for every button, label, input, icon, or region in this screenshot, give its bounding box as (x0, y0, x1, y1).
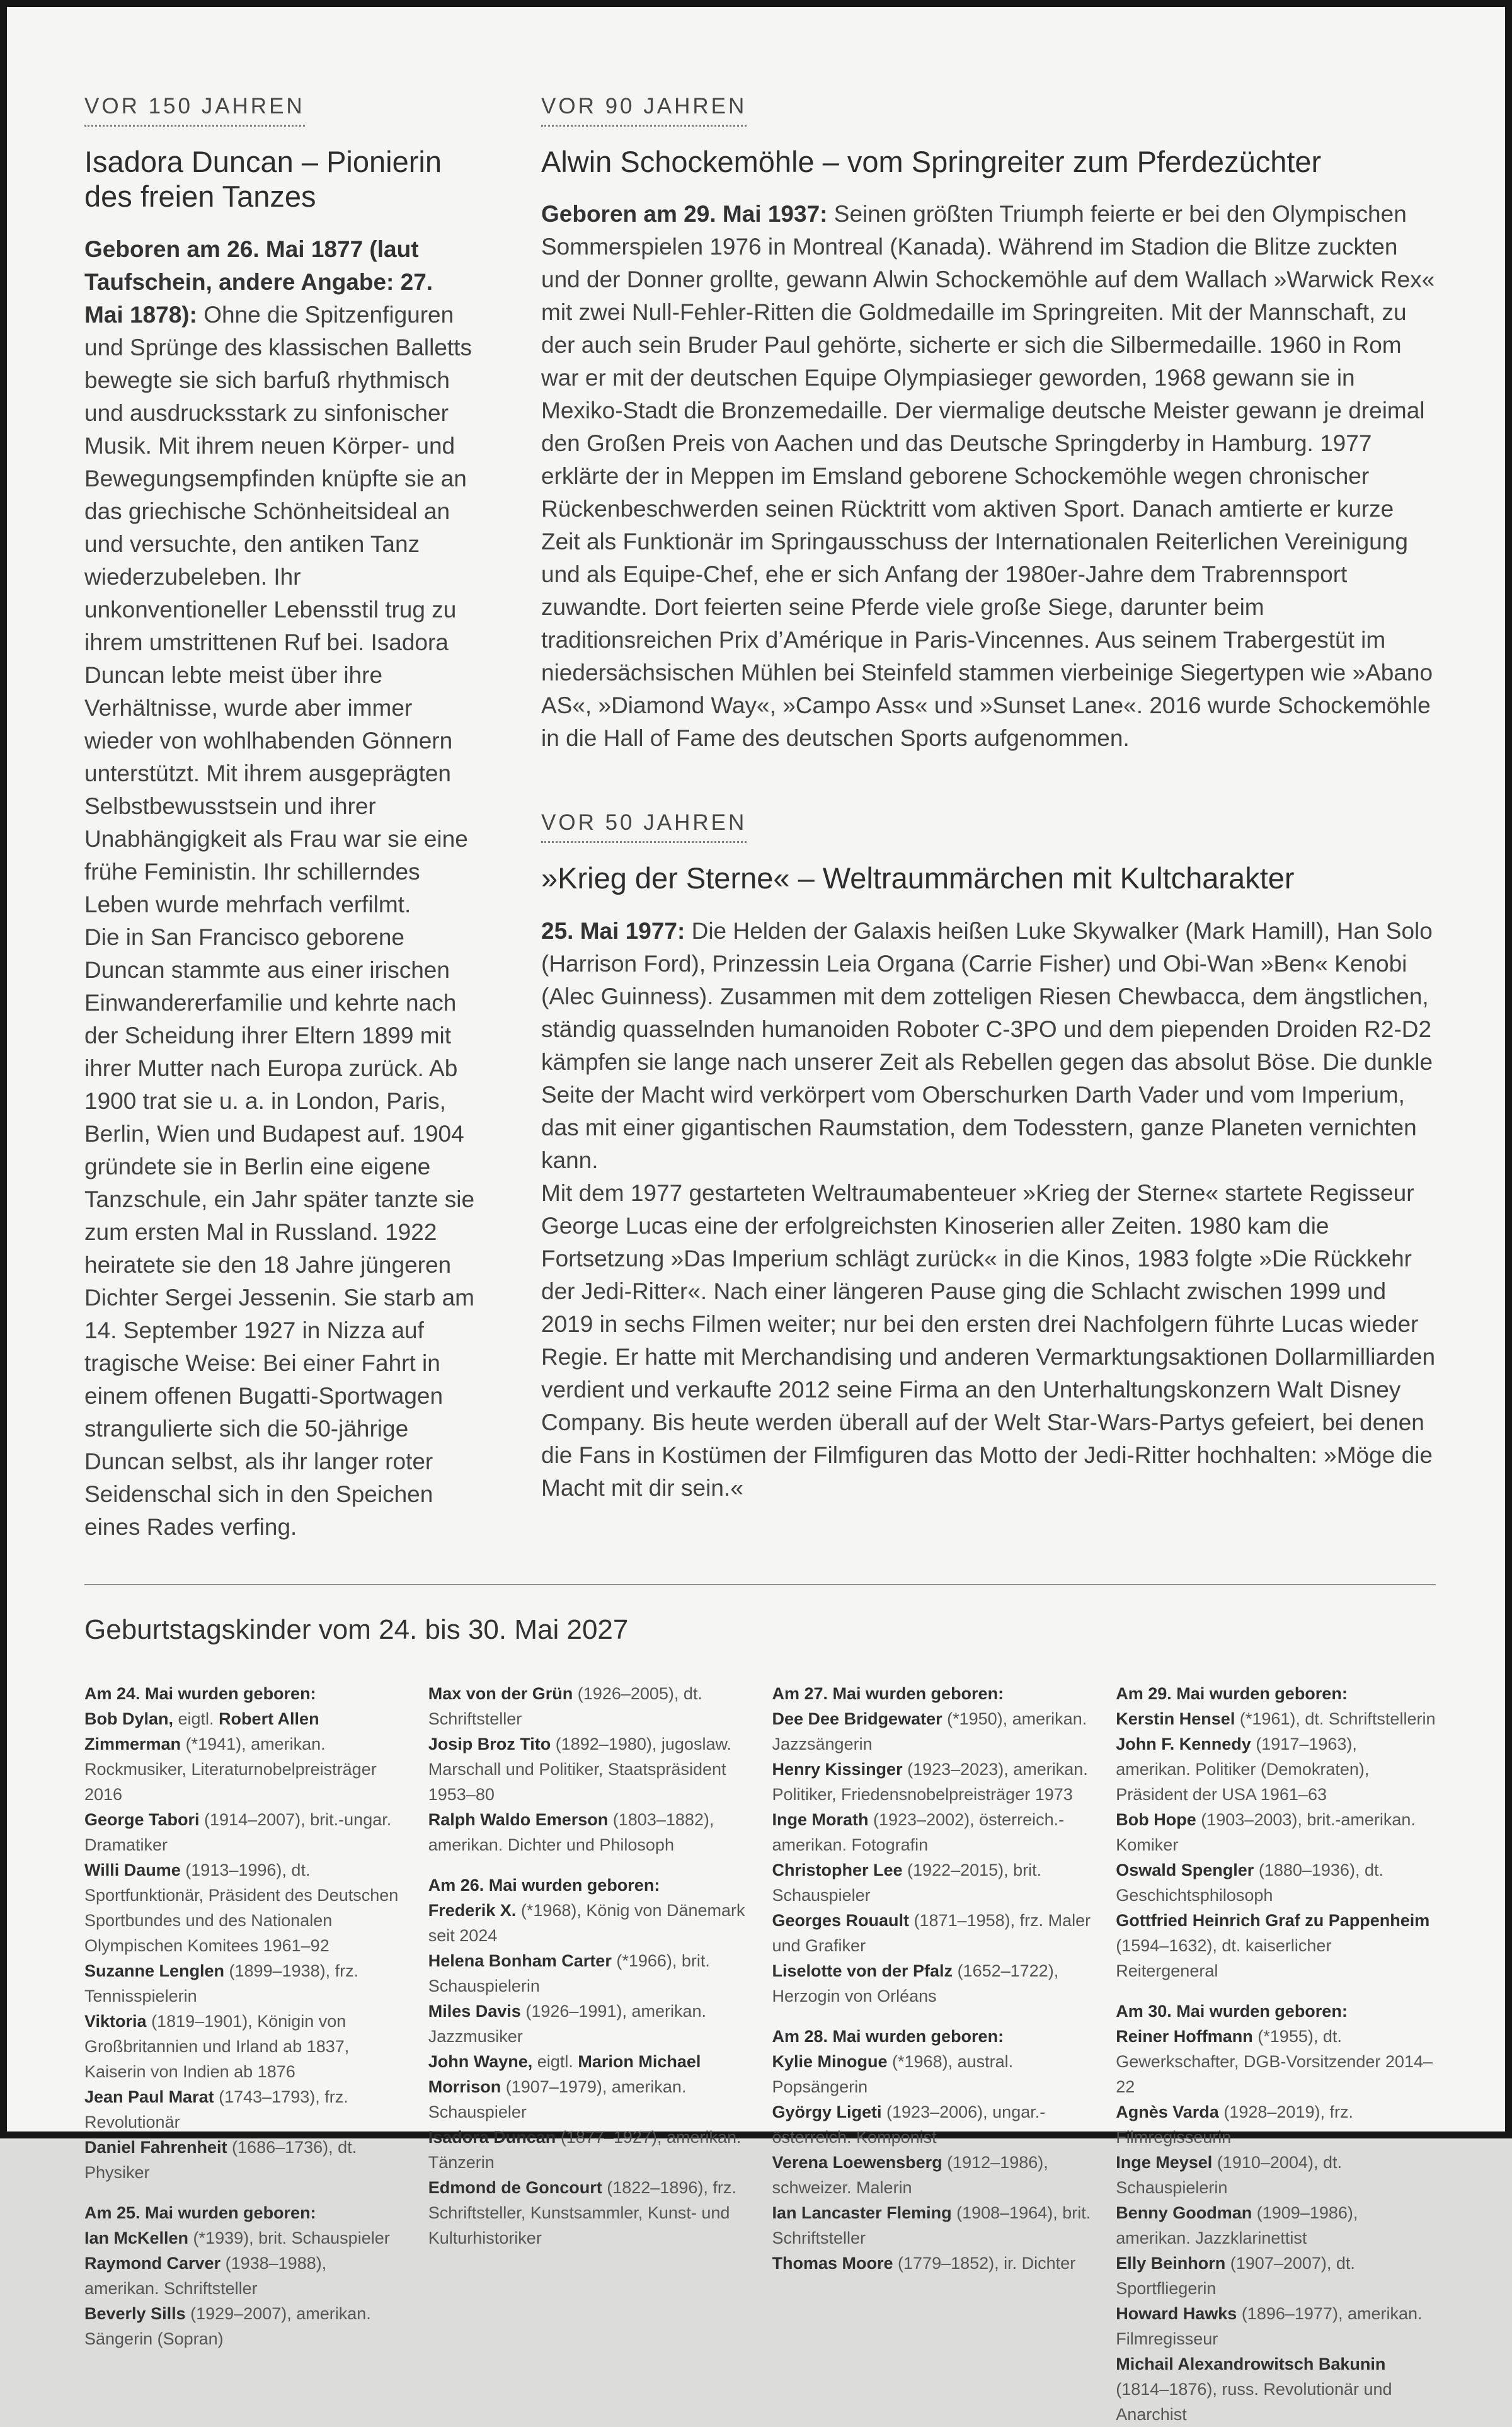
person-name: Kerstin Hensel (1116, 1709, 1235, 1728)
birthday-group (1116, 1999, 1436, 2427)
right-column (541, 94, 1436, 1544)
birthday-entry (772, 2251, 1092, 2276)
person-details: (1938–1988), amerikan. Schriftsteller (84, 2253, 327, 2298)
person-name: Dee Dee Bridgewater (772, 1709, 942, 1728)
person-details: (*1939), brit. Schauspieler (188, 2228, 390, 2247)
person-name: Raymond Carver (84, 2253, 221, 2273)
birthday-entry (772, 2150, 1092, 2200)
person-details: (1822–1896), frz. Schriftsteller, Kunstsammler, Kunst- und Kulturhistoriker (428, 2177, 736, 2247)
person-name: Elly Beinhorn (1116, 2253, 1226, 2273)
person-name: Verena Loewensberg (772, 2152, 942, 2172)
birthday-entry (1116, 1908, 1436, 1983)
person-name: Beverly Sills (84, 2304, 186, 2323)
article-lead-duncan: Geboren am 26. Mai 1877 (laut Taufschein, andere Angabe: 27. Mai 1878): (84, 236, 433, 328)
birthday-column-1 (84, 1681, 404, 2427)
person-details: (1686–1736), dt. Physiker (84, 2137, 357, 2182)
person-name: Thomas Moore (772, 2253, 893, 2273)
birthday-entry (1116, 1706, 1436, 1731)
birthday-entry (772, 2049, 1092, 2099)
paragraph: Die in San Francisco geborene Duncan stammte aus einer irischen Einwandererfamilie und kehrte nach der Scheidung ihrer Eltern 1899 mit ihrer Mutter nach Europa zurück. Ab 1900 trat sie u. a. in London, Paris, Berlin, Wien und Budapest auf. 1904 gründete sie in Berlin eine eigene Tanzschule, ein Jahr später tanzte sie zum ersten Mal in Russland. 1922 heiratete sie den 18 Jahre jüngeren Dichter Sergei Jessenin. Sie starb am 14. September 1927 in Nizza auf tragische Weise: Bei einer Fahrt in einem offenen Bugatti-Sportwagen strangulierte sich die 50-jährige Duncan selbst, als ihr langer roter Seidenschal sich in den Speichen eines Rades verfing. (84, 924, 475, 1540)
person-name: Robert Allen Zimmerman (84, 1709, 319, 1753)
birthday-entry (428, 1898, 748, 1948)
section-divider (84, 1584, 1436, 1585)
birthday-group-heading: Am 28. Mai wurden geboren: (772, 2026, 1004, 2046)
paragraph (84, 233, 478, 921)
article-lead-schockemoehle: Geboren am 29. Mai 1937: (541, 201, 828, 227)
person-name: Willi Daume (84, 1860, 181, 1879)
birthday-entry (1116, 2200, 1436, 2251)
person-details: (1910–2004), dt. Schauspielerin (1116, 2152, 1342, 2197)
article-krieg-der-sterne (541, 810, 1436, 1504)
birthday-column-4 (1116, 1681, 1436, 2427)
person-name: Max von der Grün (428, 1684, 573, 1703)
birthday-group-heading: Am 29. Mai wurden geboren: (1116, 1684, 1348, 1703)
person-name: Ian McKellen (84, 2228, 189, 2247)
person-details: eigtl. (173, 1709, 219, 1728)
person-details: (1814–1876), russ. Revolutionär und Anarchist (1116, 2379, 1392, 2424)
section-label-vor-150-jahren: VOR 150 JAHREN (84, 94, 305, 127)
person-details: (*1950), amerikan. Jazzsängerin (772, 1709, 1087, 1753)
birthday-entry (428, 1731, 748, 1807)
birthday-group-heading: Am 26. Mai wurden geboren: (428, 1875, 660, 1895)
paragraph (541, 198, 1436, 755)
birthday-entry (772, 1958, 1092, 2009)
person-details: (1896–1977), amerikan. Filmregisseur (1116, 2304, 1423, 2348)
birthday-column-2 (428, 1681, 748, 2427)
birthday-entry (428, 2049, 748, 2125)
person-details: (1917–1963), amerikan. Politiker (Demokraten), Präsident der USA 1961–63 (1116, 1734, 1370, 1804)
birthday-entry (428, 2175, 748, 2251)
person-details: (1923–2006), ungar.-österreich. Komponist (772, 2102, 1046, 2147)
person-details: (1903–2003), brit.-amerikan. Komiker (1116, 1810, 1416, 1854)
article-isadora-duncan (84, 94, 478, 1544)
person-name: Daniel Fahrenheit (84, 2137, 227, 2157)
birthday-entry (1116, 1731, 1436, 1807)
birthday-entry (84, 1807, 404, 1857)
person-details: (1912–1986), schweizer. Malerin (772, 2152, 1048, 2197)
person-details: (*1955), dt. Gewerkschafter, DGB-Vorsitzender 2014–22 (1116, 2026, 1433, 2096)
birthday-entry (772, 1857, 1092, 1908)
person-details: eigtl. (532, 2051, 578, 2071)
birthday-entry (428, 1681, 748, 1731)
person-details: (1907–1979), amerikan. Schauspieler (428, 2077, 687, 2121)
birthday-entry (1116, 2099, 1436, 2150)
person-details: (1908–1964), brit. Schriftsteller (772, 2203, 1091, 2247)
person-name: Jean Paul Marat (84, 2087, 214, 2106)
article-title-schockemoehle: Alwin Schockemöhle – vom Springreiter zum Pferdezüchter (541, 145, 1322, 178)
person-name: Marion Michael Morrison (428, 2051, 701, 2096)
person-name: John Wayne, (428, 2051, 533, 2071)
person-name: Miles Davis (428, 2001, 521, 2021)
person-name: Josip Broz Tito (428, 1734, 551, 1753)
birthday-group (772, 2024, 1092, 2276)
person-name: Frederik X. (428, 1900, 517, 1920)
person-details: (*1966), brit. Schauspielerin (428, 1951, 710, 1995)
person-details: (*1968), austral. Popsängerin (772, 2051, 1014, 2096)
paragraph-text: Ohne die Spitzenfiguren und Sprünge des klassischen Balletts bewegte sie sich barfuß rhythmisch und ausdrucksstark zu sinfonischer Musik. Mit ihrem neuen Körper- und Bewegungsempfinden knüpfte sie an das griechische Schönheitsideal an und versuchte, den antiken Tanz wiederzubeleben. Ihr unkonventioneller Lebensstil trug zu ihrem umstrittenen Ruf bei. Isadora Duncan lebte meist über ihre Verhältnisse, wurde aber immer wieder von wohlhabenden Gönnern unterstützt. Mit ihrem ausgeprägten Selbstbewusstsein und ihrer Unabhängigkeit als Frau war sie eine frühe Feministin. Ihr schillerndes Leben wurde mehrfach verfilmt. (84, 301, 472, 917)
birthday-group-heading: Am 24. Mai wurden geboren: (84, 1684, 316, 1703)
birthday-entry (84, 1857, 404, 1958)
person-details: (1909–1986), amerikan. Jazzklarinettist (1116, 2203, 1358, 2247)
person-name: Howard Hawks (1116, 2304, 1237, 2323)
person-details: (1913–1996), dt. Sportfunktionär, Präsident des Deutschen Sportbundes und des Nationalen Olympischen Komitees 1961–92 (84, 1860, 399, 1955)
birthday-group-heading: Am 25. Mai wurden geboren: (84, 2203, 316, 2222)
person-name: Agnès Varda (1116, 2102, 1219, 2121)
person-details: (1819–1901), Königin von Großbritannien und Irland ab 1837, Kaiserin von Indien ab 1876 (84, 2011, 350, 2081)
birthday-entry (428, 1999, 748, 2049)
person-details: (1877–1927), amerikan. Tänzerin (428, 2127, 742, 2172)
birthday-entry (1116, 1807, 1436, 1857)
section-label-vor-90-jahren: VOR 90 JAHREN (541, 94, 747, 127)
birthday-entry (772, 1706, 1092, 1757)
person-name: Inge Meysel (1116, 2152, 1213, 2172)
birthday-entry (428, 1807, 748, 1857)
birthday-entry (772, 1757, 1092, 1807)
person-details: (1892–1980), jugoslaw. Marschall und Politiker, Staatspräsident 1953–80 (428, 1734, 731, 1804)
person-details: (1923–2002), österreich.-amerikan. Fotografin (772, 1810, 1065, 1854)
birthday-entry (84, 1706, 404, 1807)
person-details: (1803–1882), amerikan. Dichter und Philosoph (428, 1810, 714, 1854)
birthday-entry (84, 2009, 404, 2084)
person-name: Helena Bonham Carter (428, 1951, 612, 1970)
person-name: Suzanne Lenglen (84, 1961, 225, 1980)
person-name: Liselotte von der Pfalz (772, 1961, 953, 1980)
person-details: (1594–1632), dt. kaiserlicher Reitergeneral (1116, 1936, 1332, 1980)
birthday-entry (1116, 2150, 1436, 2200)
birthday-group (1116, 1681, 1436, 1983)
person-details: (1779–1852), ir. Dichter (893, 2253, 1076, 2273)
birthday-entry (772, 2099, 1092, 2150)
birthday-group-heading: Am 30. Mai wurden geboren: (1116, 2001, 1348, 2021)
birthday-entry (1116, 1857, 1436, 1908)
person-name: John F. Kennedy (1116, 1734, 1251, 1753)
person-details: (1923–2023), amerikan. Politiker, Friedensnobelpreisträger 1973 (772, 1759, 1088, 1804)
person-name: Ralph Waldo Emerson (428, 1810, 609, 1829)
person-details: (1928–2019), frz. Filmregisseurin (1116, 2102, 1353, 2147)
person-details: (1652–1722), Herzogin von Orléans (772, 1961, 1059, 2005)
birthday-entry (84, 2225, 404, 2251)
person-details: (*1961), dt. Schriftstellerin (1235, 1709, 1436, 1728)
person-name: Michail Alexandrowitsch Bakunin (1116, 2354, 1386, 2373)
article-body-schockemoehle (541, 198, 1436, 755)
article-body-duncan (84, 233, 478, 1544)
article-title-starwars: »Krieg der Sterne« – Weltraummärchen mit Kultcharakter (541, 861, 1295, 895)
birthday-group (84, 2200, 404, 2351)
birthday-entry (772, 2200, 1092, 2251)
person-details: (1929–2007), amerikan. Sängerin (Sopran) (84, 2304, 371, 2348)
birthday-entry (428, 2125, 748, 2175)
person-name: Gottfried Heinrich Graf zu Pappenheim (1116, 1910, 1430, 1930)
person-details: (1922–2015), brit. Schauspieler (772, 1860, 1042, 1905)
birthday-entry (1116, 2024, 1436, 2099)
birthday-entry (84, 2135, 404, 2185)
person-details: (1871–1958), frz. Maler und Grafiker (772, 1910, 1091, 1955)
articles-area (84, 94, 1436, 1544)
birthday-group (84, 1681, 404, 2185)
person-name: Georges Rouault (772, 1910, 910, 1930)
person-name: Isadora Duncan (428, 2127, 556, 2147)
paragraph (541, 915, 1436, 1177)
person-details: (1914–2007), brit.-ungar. Dramatiker (84, 1810, 392, 1854)
birthday-entry (84, 2084, 404, 2135)
birthday-entry (428, 1948, 748, 1999)
birthday-group (428, 1873, 748, 2251)
person-name: Viktoria (84, 2011, 147, 2031)
person-name: Oswald Spengler (1116, 1860, 1254, 1879)
person-details: (1899–1938), frz. Tennisspielerin (84, 1961, 359, 2005)
person-details: (*1968), König von Dänemark seit 2024 (428, 1900, 745, 1945)
birthday-entry (1116, 2251, 1436, 2301)
section-label-vor-50-jahren: VOR 50 JAHREN (541, 810, 747, 843)
article-title-duncan: Isadora Duncan – Pionierin des freien Tanzes (84, 145, 442, 214)
birthday-columns (84, 1681, 1436, 2427)
article-body-starwars (541, 915, 1436, 1505)
person-name: Benny Goodman (1116, 2203, 1252, 2222)
birthday-entry (772, 1807, 1092, 1857)
person-name: Kylie Minogue (772, 2051, 888, 2071)
person-name: George Tabori (84, 1810, 200, 1829)
person-name: Edmond de Goncourt (428, 2177, 602, 2197)
person-name: Bob Dylan, (84, 1709, 174, 1728)
paragraph-text: Seinen größten Triumph feierte er bei den Olympischen Sommerspielen 1976 in Montreal (Kanada). Während im Stadion die Blitze zuckten und der Donner grollte, gewann Alwin Schockemöhle auf dem Wallach »Warwick Rex« mit zwei Null-Fehler-Ritten die Goldmedaille im Springreiten. Mit der Mannschaft, zu der auch sein Bruder Paul gehörte, sicherte er sich die Silbermedaille. 1960 in Rom war er mit der deutschen Equipe Olympiasieger geworden, 1968 gewann sie in Mexiko-Stadt die Bronzemedaille. Der viermalige deutsche Meister gewann je dreimal den Großen Preis von Aachen und das Deutsche Springderby in Hamburg. 1977 erklärte der in Meppen im Emsland geborene Schockemöhle wegen chronischer Rückenbeschwerden seinen Rücktritt vom aktiven Sport. Danach amtierte er kurze Zeit als Funktionär im Springausschuss der Internationalen Reiterlichen Vereinigung und als Equipe-Chef, ehe er sich Anfang der 1980er-Jahre dem Trabrennsport zuwandte. Dort feierten seine Pferde viele große Siege, darunter beim traditionsreichen Prix d’Amérique in Paris-Vincennes. Aus seinem Trabergestüt im niedersächsischen Mühlen bei Steinfeld stammen vierbeinige Siegertypen wie »Abano AS«, »Diamond Way«, »Campo Ass« und »Sunset Lane«. 2016 wurde Schockemöhle in die Hall of Fame des deutschen Sports aufgenommen. (541, 201, 1435, 752)
person-name: Christopher Lee (772, 1860, 903, 1879)
birthday-entry (1116, 2351, 1436, 2427)
birthday-entry (1116, 2301, 1436, 2351)
person-name: Reiner Hoffmann (1116, 2026, 1253, 2046)
person-details: (1880–1936), dt. Geschichtsphilosoph (1116, 1860, 1383, 1905)
birthday-entry (84, 2301, 404, 2351)
paragraph: Mit dem 1977 gestarteten Weltraumabenteuer »Krieg der Sterne« startete Regisseur George Lucas eine der erfolgreichsten Kinoserien aller Zeiten. 1980 kam die Fortsetzung »Das Imperium schlägt zurück« in die Kinos, 1983 folgte »Die Rückkehr der Jedi-Ritter«. Nach einer längeren Pause ging die Schlacht zwischen 1999 und 2019 in sechs Filmen weiter; nur bei den ersten drei Nachfolgern führte Lucas wieder Regie. Er hatte mit Merchandising und anderen Vermarktungsaktionen Dollarmilliarden verdient und verkaufte 2012 seine Firma an den Unterhaltungskonzern Walt Disney Company. Bis heute werden überall auf der Welt Star-Wars-Partys gefeiert, bei denen die Fans in Kostümen der Filmfiguren das Motto der Jedi-Ritter hochhalten: »Möge die Macht mit dir sein.« (541, 1179, 1436, 1501)
birthdays-title: Geburtstagskinder vom 24. bis 30. Mai 2027 (84, 1614, 629, 1645)
person-name: Bob Hope (1116, 1810, 1196, 1829)
birthday-column-3 (772, 1681, 1092, 2427)
article-lead-starwars: 25. Mai 1977: (541, 917, 685, 944)
person-name: Ian Lancaster Fleming (772, 2203, 952, 2222)
birthday-entry (772, 1908, 1092, 1958)
paragraph-text: Die Helden der Galaxis heißen Luke Skywalker (Mark Hamill), Han Solo (Harrison Ford), Prinzessin Leia Organa (Carrie Fisher) und Obi-Wan »Ben« Kenobi (Alec Guinness). Zusammen mit dem zotteligen Riesen Chewbacca, dem ängstlichen, ständig quasselnden humanoiden Roboter C-3PO und dem piependen Droiden R2-D2 kämpfen sie lange nach unserer Zeit als Rebellen gegen das absolut Böse. Die dunkle Seite der Macht wird verkörpert vom Oberschurken Darth Vader und vom Imperium, das mit einer gigantischen Raumstation, dem Todesstern, ganze Planeten vernichten kann. (541, 917, 1433, 1173)
person-name: György Ligeti (772, 2102, 882, 2121)
person-name: Henry Kissinger (772, 1759, 903, 1779)
article-schockemoehle (541, 94, 1436, 755)
person-details: (1926–1991), amerikan. Jazzmusiker (428, 2001, 707, 2046)
birthday-group-heading: Am 27. Mai wurden geboren: (772, 1684, 1004, 1703)
person-details: (1743–1793), frz. Revolutionär (84, 2087, 348, 2132)
person-name: Inge Morath (772, 1810, 869, 1829)
birthday-group (772, 1681, 1092, 2009)
birthday-group (428, 1681, 748, 1857)
birthday-entry (84, 1958, 404, 2009)
person-details: (1907–2007), dt. Sportfliegerin (1116, 2253, 1355, 2298)
birthday-entry (84, 2251, 404, 2301)
person-details: (1926–2005), dt. Schriftsteller (428, 1684, 702, 1728)
person-details: (*1941), amerikan. Rockmusiker, Literaturnobelpreisträger 2016 (84, 1734, 377, 1804)
